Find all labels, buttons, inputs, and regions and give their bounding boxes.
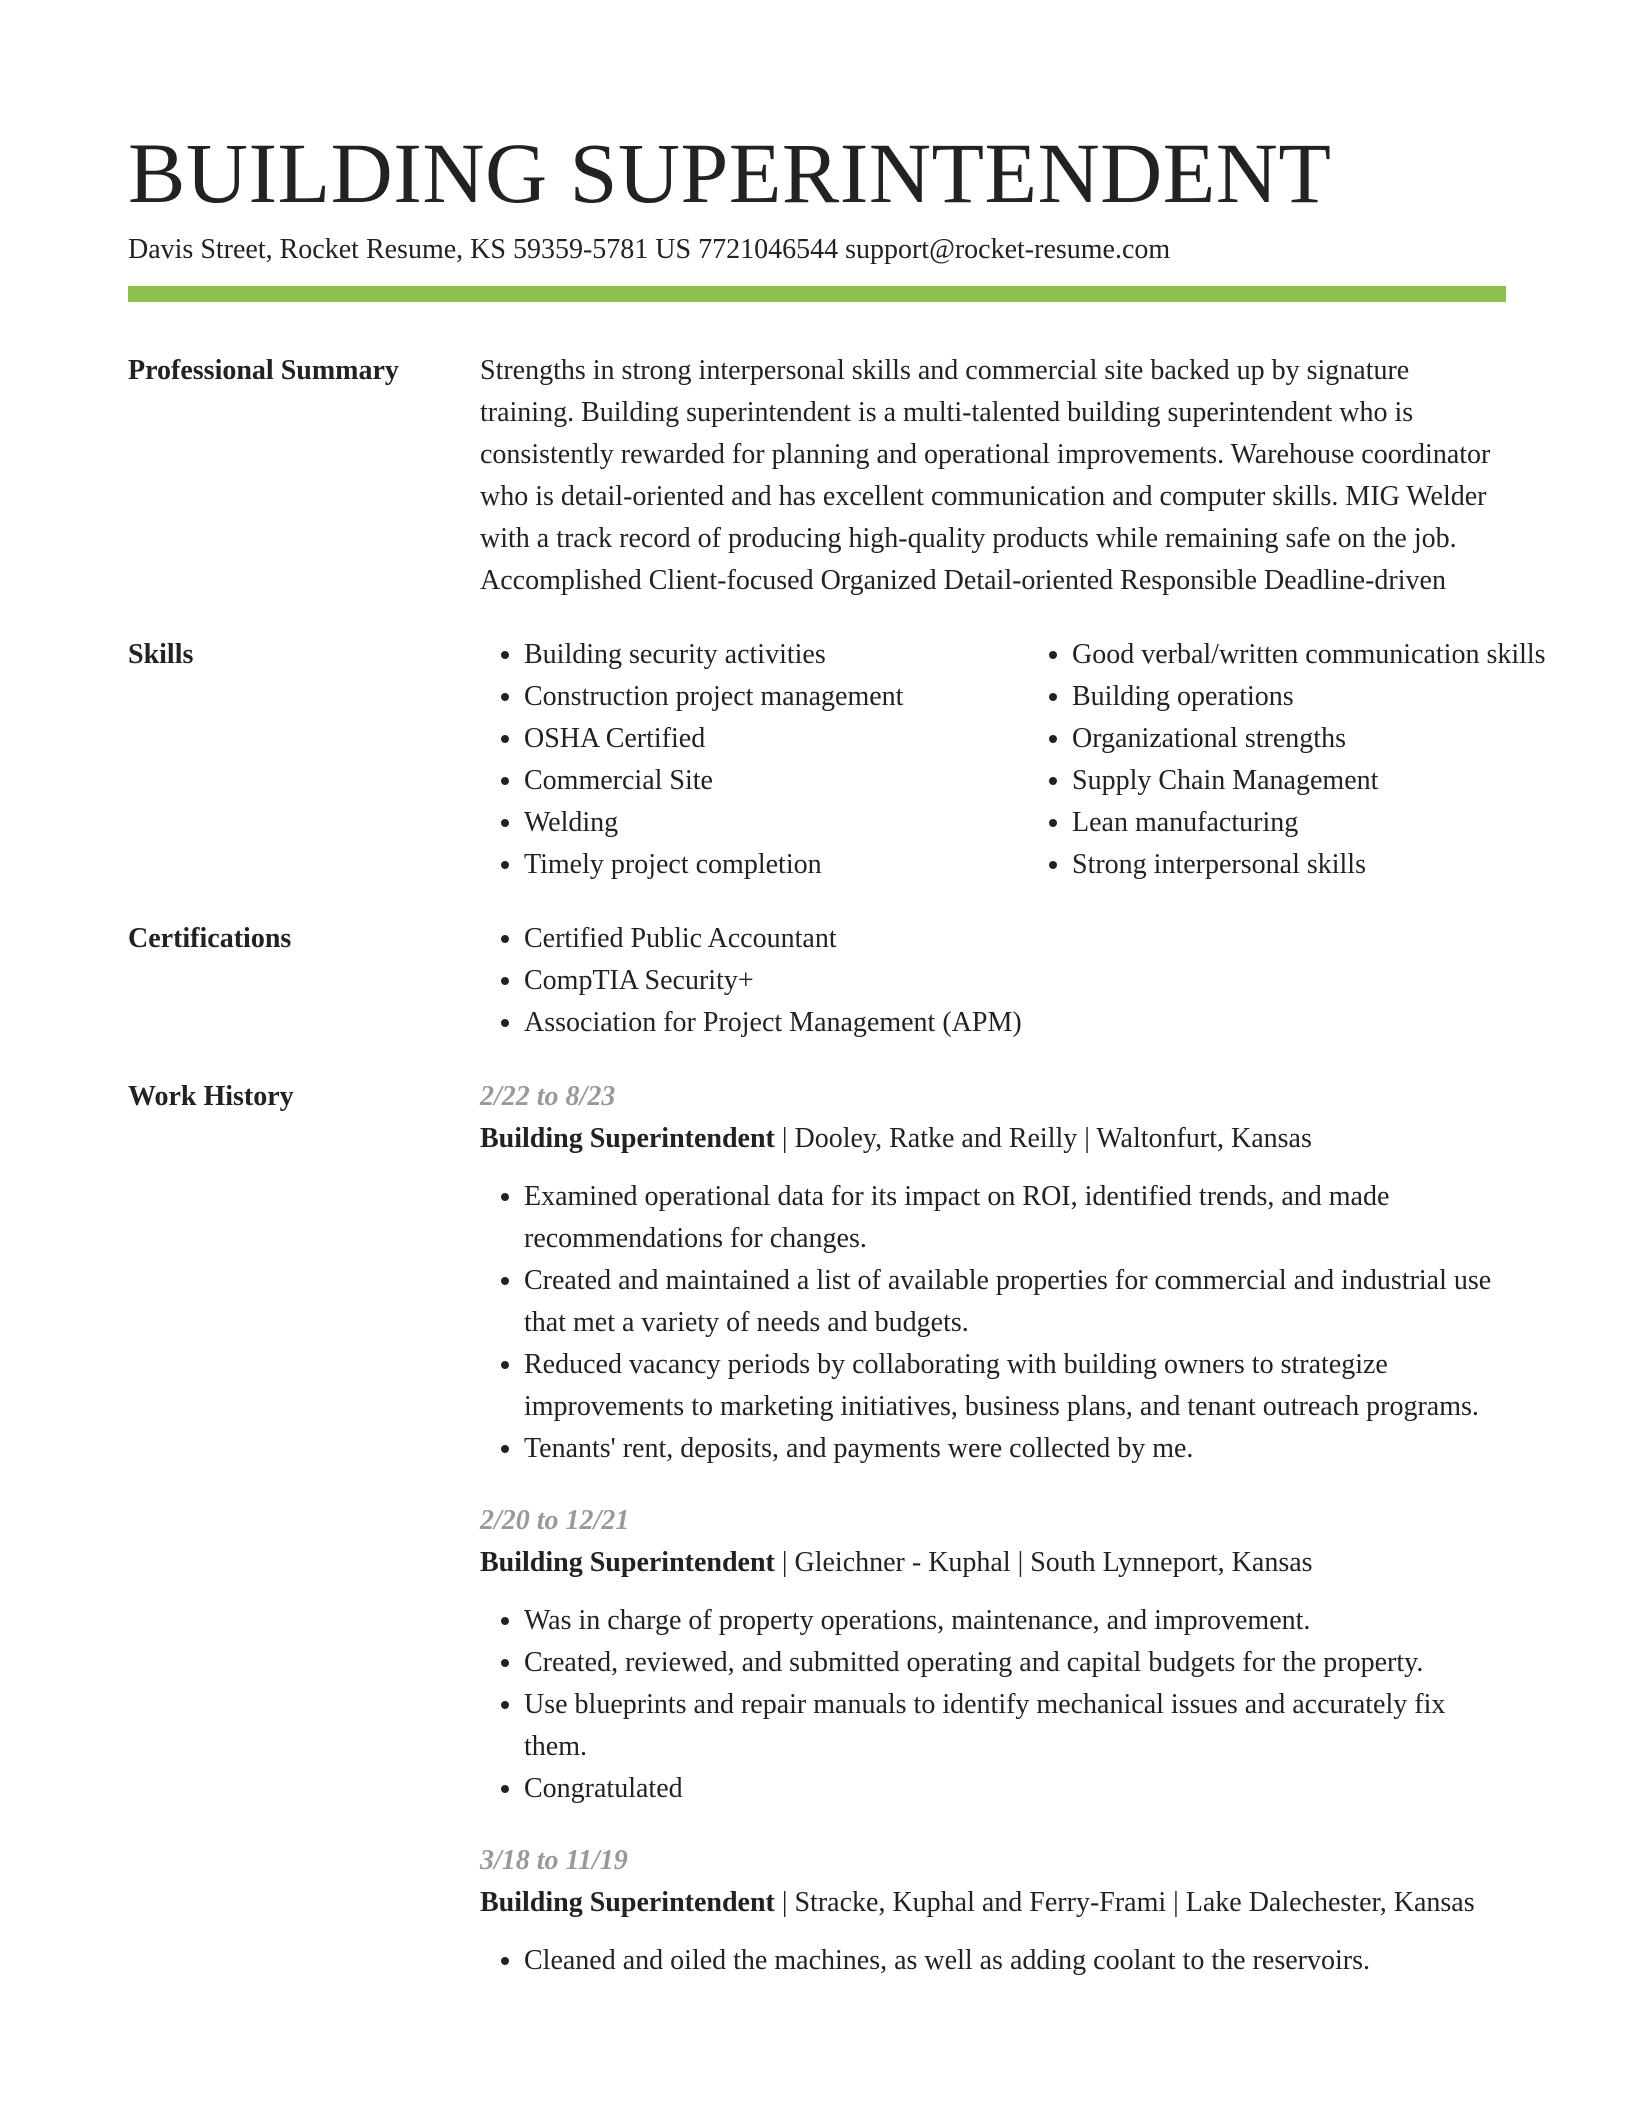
skill-item: • Good verbal/written communication skills [1072,634,1594,676]
job-entry [480,1076,1506,1470]
section-title-summary: Professional Summary [128,355,399,386]
summary-section [128,350,1506,602]
certifications-list [480,918,1506,1044]
job-bullet: • Cleaned and oiled the machines, as well as adding coolant to the reservoirs. [524,1940,1506,1982]
certification-item: • Certified Public Accountant [524,918,1506,960]
job-heading [480,1882,1506,1924]
skill-item: • Commercial Site [524,760,1028,802]
job-entry [480,1840,1506,1982]
job-bullets [480,1176,1506,1470]
job-dates: 2/22 to 8/23 [480,1081,616,1112]
job-bullet: • Examined operational data for its impact on ROI, identified trends, and made recommendations for changes. [524,1176,1506,1260]
job-bullet: • Was in charge of property operations, maintenance, and improvement. [524,1600,1506,1642]
job-title: Building Superintendent [480,1887,775,1918]
section-title-work-history: Work History [128,1081,294,1112]
summary-text: Strengths in strong interpersonal skills and commercial site backed up by signature training. Building superintendent is a multi-talented building superintendent who is consistently rewarded for planning and operational improvements. Warehouse coordinator who is detail-oriented and has excellent communication and computer skills. MIG Welder with a track record of producing high-quality products while remaining safe on the job. Accomplished Client-focused Organized Detail-oriented Responsible Deadline-driven [480,355,1491,596]
job-bullets [480,1940,1506,1982]
job-bullet: • Congratulated [524,1768,1506,1810]
job-bullets [480,1600,1506,1810]
certification-item: • CompTIA Security+ [524,960,1506,1002]
job-company-location: | Stracke, Kuphal and Ferry-Frami | Lake Dalechester, Kansas [774,1887,1475,1918]
job-bullet: • Use blueprints and repair manuals to identify mechanical issues and accurately fix them. [524,1684,1506,1768]
skill-item: • Strong interpersonal skills [1072,844,1594,886]
skill-item: • Organizational strengths [1072,718,1594,760]
job-dates: 2/20 to 12/21 [480,1505,630,1536]
work-history-content [480,1076,1506,2012]
job-dates: 3/18 to 11/19 [480,1845,628,1876]
resume-name: BUILDING SUPERINTENDENT [128,125,1332,221]
resume-body [128,350,1546,2044]
skill-item: • Lean manufacturing [1072,802,1594,844]
skill-item: • Building security activities [524,634,1028,676]
section-title-skills: Skills [128,639,194,670]
job-bullet: • Tenants' rent, deposits, and payments were collected by me. [524,1428,1506,1470]
section-title-certifications: Certifications [128,923,292,954]
certifications-content [480,918,1506,1044]
skill-item: • Timely project completion [524,844,1028,886]
certifications-section [128,918,1506,1044]
job-company-location: | Dooley, Ratke and Reilly | Waltonfurt, Kansas [774,1123,1312,1154]
summary-content [480,350,1506,602]
skills-content [480,634,1546,886]
skills-list-right [1028,634,1594,886]
job-title: Building Superintendent [480,1547,775,1578]
job-company-location: | Gleichner - Kuphal | South Lynneport, Kansas [774,1547,1313,1578]
header-divider [128,286,1506,302]
skills-section [128,634,1546,886]
work-history-section [128,1076,1506,2012]
skills-list-left [480,634,1028,886]
job-bullet: • Reduced vacancy periods by collaborating with building owners to strategize improvements to marketing initiatives, business plans, and tenant outreach programs. [524,1344,1506,1428]
skill-item: • Welding [524,802,1028,844]
contact-line: Davis Street, Rocket Resume, KS 59359-5781 US 7721046544 support@rocket-resume.com [128,234,1171,265]
skill-item: • Building operations [1072,676,1594,718]
job-heading [480,1118,1506,1160]
skill-item: • OSHA Certified [524,718,1028,760]
job-bullet: • Created, reviewed, and submitted operating and capital budgets for the property. [524,1642,1506,1684]
job-title: Building Superintendent [480,1123,775,1154]
job-entry [480,1500,1506,1810]
job-bullet: • Created and maintained a list of available properties for commercial and industrial use that met a variety of needs and budgets. [524,1260,1506,1344]
skill-item: • Supply Chain Management [1072,760,1594,802]
job-heading [480,1542,1506,1584]
skill-item: • Construction project management [524,676,1028,718]
certification-item: • Association for Project Management (APM) [524,1002,1506,1044]
